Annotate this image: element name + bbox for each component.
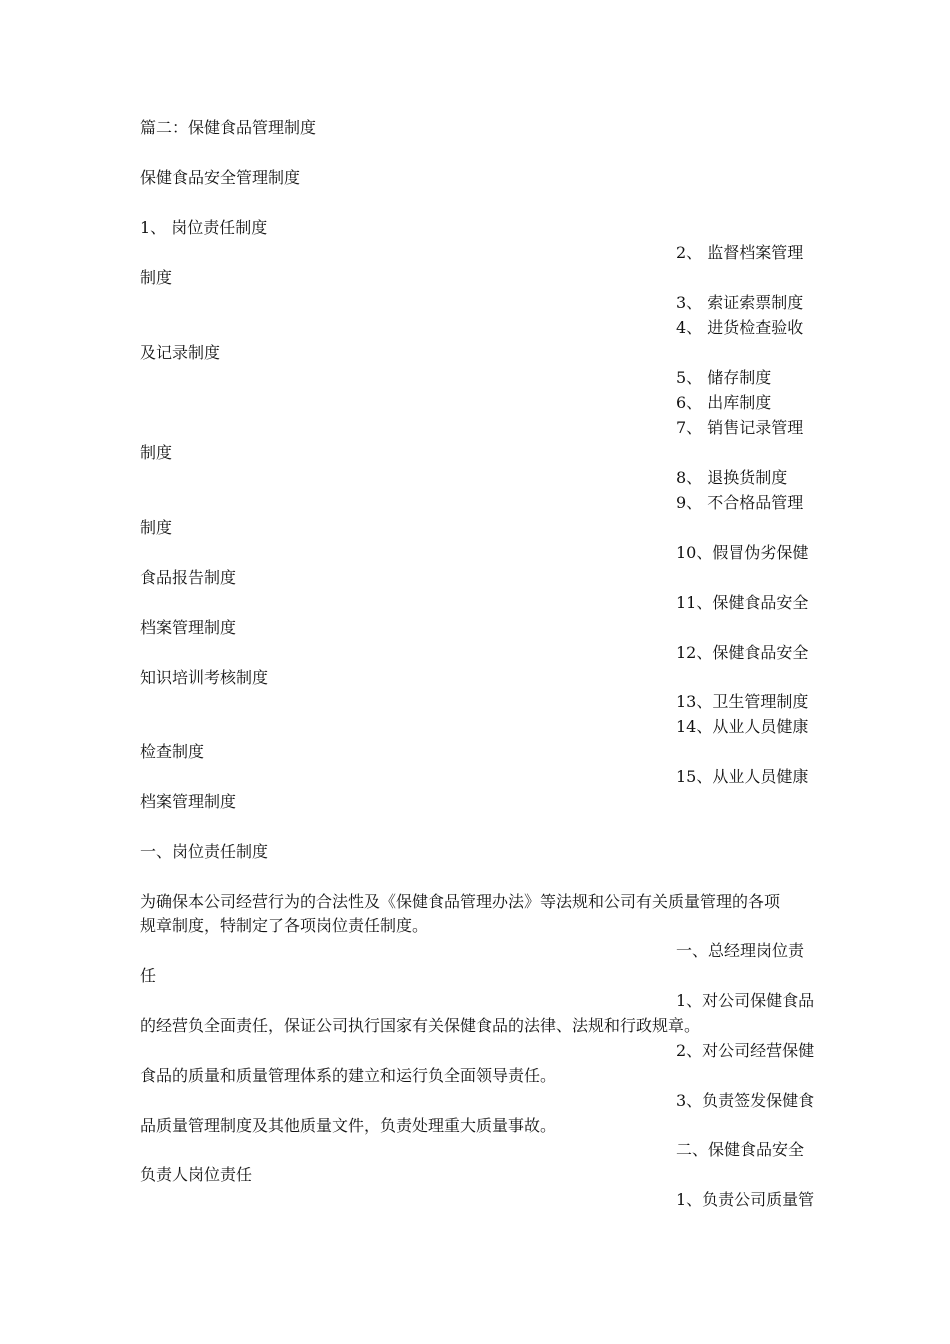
toc-item: 7、 销售记录管理 — [676, 418, 804, 437]
body-line: 的经营负全面责任，保证公司执行国家有关保健食品的法律、法规和行政规章。 — [140, 1016, 701, 1035]
toc-item: 5、 储存制度 — [676, 368, 772, 387]
toc-item: 10、假冒伪劣保健 — [676, 543, 809, 562]
section-heading: 一、岗位责任制度 — [140, 842, 269, 861]
toc-item: 及记录制度 — [140, 343, 221, 362]
toc-item: 4、 进货检查验收 — [676, 318, 804, 337]
toc-item: 14、从业人员健康 — [676, 717, 809, 736]
body-line: 负责人岗位责任 — [140, 1165, 253, 1184]
toc-item: 8、 退换货制度 — [676, 468, 788, 487]
toc-item: 档案管理制度 — [140, 618, 237, 637]
body-line: 品质量管理制度及其他质量文件，负责处理重大质量事故。 — [140, 1116, 557, 1135]
body-line: 食品的质量和质量管理体系的建立和运行负全面领导责任。 — [140, 1066, 557, 1085]
body-line: 1、对公司保健食品 — [676, 991, 815, 1010]
toc-item: 食品报告制度 — [140, 568, 237, 587]
toc-item: 6、 出库制度 — [676, 393, 772, 412]
body-line: 一、总经理岗位责 — [676, 941, 805, 960]
toc-item: 知识培训考核制度 — [140, 668, 269, 687]
toc-item: 1、 岗位责任制度 — [140, 218, 268, 237]
intro-paragraph-line: 为确保本公司经营行为的合法性及《保健食品管理办法》等法规和公司有关质量管理的各项 — [140, 892, 781, 911]
intro-paragraph-line: 规章制度，特制定了各项岗位责任制度。 — [140, 916, 429, 935]
toc-item: 制度 — [140, 268, 173, 287]
body-line: 任 — [140, 966, 157, 985]
toc-item: 11、保健食品安全 — [676, 593, 809, 612]
toc-item: 2、 监督档案管理 — [676, 243, 804, 262]
body-line: 1、负责公司质量管 — [676, 1190, 815, 1209]
document-subtitle: 保健食品安全管理制度 — [140, 168, 301, 187]
body-line: 2、对公司经营保健 — [676, 1041, 815, 1060]
toc-item: 制度 — [140, 518, 173, 537]
toc-item: 档案管理制度 — [140, 792, 237, 811]
toc-item: 13、卫生管理制度 — [676, 692, 809, 711]
body-line: 3、负责签发保健食 — [676, 1091, 815, 1110]
body-line: 二、保健食品安全 — [676, 1140, 805, 1159]
toc-item: 15、从业人员健康 — [676, 767, 809, 786]
document-title: 篇二：保健食品管理制度 — [140, 118, 317, 137]
toc-item: 制度 — [140, 443, 173, 462]
toc-item: 检查制度 — [140, 742, 205, 761]
toc-item: 3、 索证索票制度 — [676, 293, 804, 312]
toc-item: 12、保健食品安全 — [676, 643, 809, 662]
toc-item: 9、 不合格品管理 — [676, 493, 804, 512]
